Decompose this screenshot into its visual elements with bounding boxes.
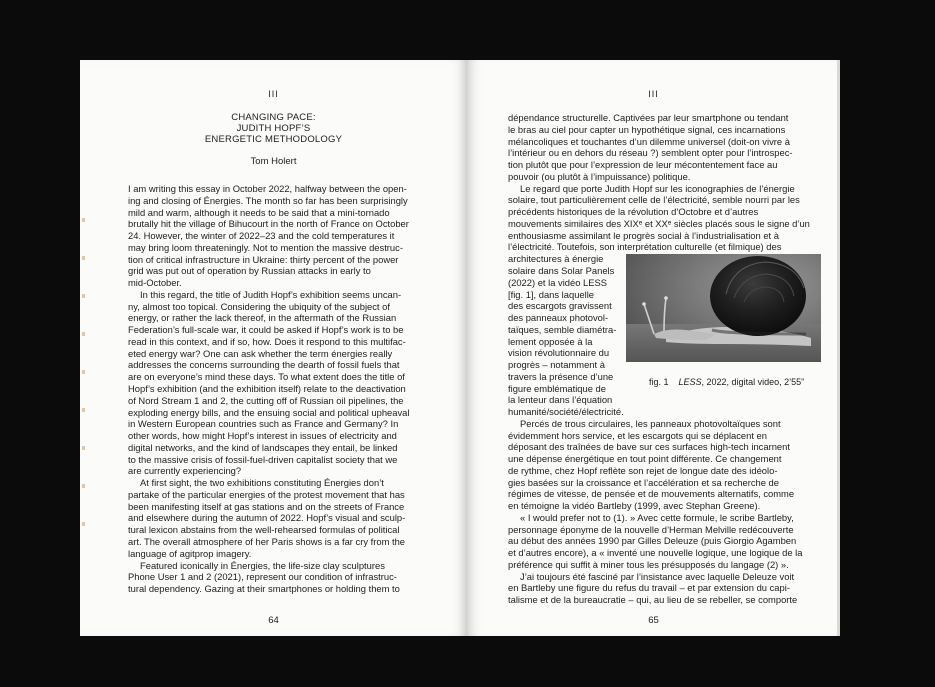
text-line: read in this context, and if so, how. Does it respond to this multifac- bbox=[128, 335, 406, 347]
right-page bbox=[467, 60, 840, 636]
text-line: régimes de vitesse, de pensée et de mouvements alternatifs, comme bbox=[508, 488, 795, 500]
text-line: tion plutôt que pour l’expression de leur mécontentement face au bbox=[508, 159, 778, 171]
text-line: précédents historiques de la révolution d’Octobre et d’autres bbox=[508, 206, 759, 218]
text-line: la lenteur dans l’équation bbox=[508, 394, 613, 406]
text-line: addresses the concerns surrounding the dearth of fossil fuels that bbox=[128, 359, 400, 371]
text-line: préférence qui suffit à miner tous les présupposés du langage (2) ». bbox=[508, 558, 789, 570]
text-line: une dépense énergétique en tout point différente. Ce changement bbox=[508, 453, 782, 465]
text-line: of Nord Stream 1 and 2, the cutting off of Russian oil pipelines, the bbox=[128, 394, 404, 406]
text-line: des escargots gravissent bbox=[508, 300, 612, 312]
text-line: Le regard que porte Judith Hopf sur les iconographies de l’énergie bbox=[520, 182, 795, 194]
text-line: enthousiasme assimilant le progrès social à l’industrialisation et à bbox=[508, 229, 779, 241]
text-line: language of agitprop imagery. bbox=[128, 547, 252, 559]
text-line: been manifesting itself at gas stations and on the streets of France bbox=[128, 500, 405, 512]
text-line: lement opposée à la bbox=[508, 335, 593, 347]
text-line: In this regard, the title of Judith Hopf’s exhibition seems uncan- bbox=[140, 288, 402, 300]
text-line: exploding energy bills, and the ensuing social and political upheaval bbox=[128, 406, 410, 418]
text-line: mid-October. bbox=[128, 277, 182, 289]
text-line: vision révolutionnaire du bbox=[508, 347, 610, 359]
left-page bbox=[80, 60, 467, 636]
text-line: (2022) et la vidéo LESS bbox=[508, 276, 608, 288]
text-line: des panneaux photovol- bbox=[508, 312, 609, 324]
text-line: other words, how might Hopf’s interest in issues of electricity and bbox=[128, 430, 397, 442]
text-line: déposant des traînées de bave sur ces surfaces high-tech incarnent bbox=[508, 441, 790, 453]
figure-caption bbox=[649, 377, 804, 387]
text-line: ny, almost too topical. Considering the ubiquity of the subject of bbox=[128, 300, 390, 312]
text-line: humanité/société/électricité. bbox=[508, 406, 624, 417]
text-line: travers la présence d’une bbox=[508, 370, 614, 382]
essay-body-top bbox=[508, 112, 828, 265]
page-number: 64 bbox=[268, 615, 279, 626]
text-line: en Bartleby une figure du refus du travail – et par extension du capi- bbox=[508, 582, 790, 594]
text-line: brutally hit the village of Bihucourt in the north of France on October bbox=[128, 218, 409, 230]
text-line: 24. However, the winter of 2022–23 and the cold temperatures it bbox=[128, 230, 395, 242]
essay-title bbox=[80, 112, 467, 145]
text-line: l’électricité. Toutefois, son interprétation culturelle (et filmique) des bbox=[508, 241, 782, 253]
section-number: III bbox=[648, 89, 659, 99]
text-line: eted energy war? One can ask whether the term énergies really bbox=[128, 347, 393, 359]
text-line: personnage éponyme de la nouvelle d’Herman Melville redécouverte bbox=[508, 523, 794, 535]
text-line: architectures à énergie bbox=[508, 253, 604, 265]
text-line: J’ai toujours été fasciné par l’insistance avec laquelle Deleuze voit bbox=[520, 570, 795, 582]
essay-body bbox=[128, 183, 433, 595]
figure-details: , 2022, digital video, 2’55” bbox=[701, 377, 805, 387]
text-line: « I would prefer not to (1). » Avec cette formule, le scribe Bartleby, bbox=[520, 511, 794, 523]
author-name: Tom Holert bbox=[250, 156, 297, 167]
text-line: mélancoliques et touchantes d’un dilemme universel (doit-on vivre à bbox=[508, 135, 790, 147]
text-line: tural lexicon abstains from the well-rehearsed formulas of political bbox=[128, 524, 400, 536]
text-line: art. The overall atmosphere of her Paris shows is a far cry from the bbox=[128, 535, 406, 547]
text-line: I am writing this essay in October 2022, halfway between the open- bbox=[128, 183, 407, 194]
page-edge-marks bbox=[82, 200, 85, 540]
text-line: in Western European countries such as France and Germany? In bbox=[128, 418, 399, 430]
text-line: gies basées sur la croissance et l’accélération et sa recherche de bbox=[508, 476, 779, 488]
text-line: grid was put out of operation by Russian attacks in early to bbox=[128, 265, 371, 277]
text-line: mouvements similaires des XIXᵉ et XXᵉ siècles placés sous le signe d’un bbox=[508, 217, 810, 229]
text-line: digital networks, and the kind of landscapes they entail, be linked bbox=[128, 441, 398, 453]
text-line: pouvoir (ou plutôt à l’impuissance) politique. bbox=[508, 170, 691, 182]
text-line: tural dependency. Gazing at their smartphones or holding them to bbox=[128, 583, 400, 595]
text-line: Federation’s full-scale war, it could be asked if Hopf’s work is to be bbox=[128, 324, 404, 336]
text-line: talisme et de la bureaucratie – qui, au lieu de se rebeller, se comporte bbox=[508, 594, 798, 606]
text-line: energy, or rather the lack thereof, in the aftermath of the Russian bbox=[128, 312, 397, 324]
text-line: solaire dans Solar Panels bbox=[508, 265, 615, 276]
title-line: ENERGETIC METHODOLOGY bbox=[204, 134, 343, 145]
text-line: are on everyone’s mind these days. To what extent does the title of bbox=[128, 371, 405, 383]
text-line: Percés de trous circulaires, les panneaux photovoltaïques sont bbox=[520, 417, 781, 429]
title-line: JUDITH HOPF’S bbox=[236, 123, 311, 134]
text-line: Featured iconically in Énergies, the life-size clay sculptures bbox=[140, 559, 385, 571]
text-line: en témoigne la vidéo Bartleby (1999, avec Stephan Greene). bbox=[508, 500, 761, 512]
figure-number: fig. 1 bbox=[649, 377, 669, 387]
text-line: au début des années 1990 par Gilles Deleuze (puis Giorgio Agamben bbox=[508, 535, 797, 547]
text-line: ing and closing of Énergies. The month so far has been surprisingly bbox=[128, 194, 408, 206]
text-line: dépendance structurelle. Captivées par leur smartphone ou tendant bbox=[508, 112, 789, 123]
title-line: CHANGING PACE: bbox=[231, 112, 316, 123]
text-line: are currently experiencing? bbox=[128, 465, 242, 477]
text-line: mild and warm, although it needs to be said that a mini-tornado bbox=[128, 206, 390, 218]
text-line: de rythme, chez Hopf reflète son rejet de longue date des idéolo- bbox=[508, 464, 778, 476]
text-line: may bring loom threateningly. Not to mention the massive destruc- bbox=[128, 241, 403, 253]
text-line: taïques, semble diamétra- bbox=[508, 323, 617, 335]
text-line: et d’autres encore), a « inventé une nouvelle logique, une logique de la bbox=[508, 547, 803, 559]
text-line: le bras au ciel pour capter un hypothétique signal, ces incarnations bbox=[508, 123, 786, 135]
text-line: Phone User 1 and 2 (2021), represent our condition of infrastruc- bbox=[128, 571, 397, 583]
text-line: figure emblématique de bbox=[508, 382, 606, 394]
essay-body-wrap bbox=[508, 265, 623, 406]
text-line: Hopf’s exhibition (and the exhibition itself) relate to the deactivation bbox=[128, 383, 406, 395]
text-line: l’intérieur ou en dehors du réseau ?) semblent opter pour l’introspec- bbox=[508, 147, 793, 159]
text-line: to the massive crisis of fossil-fuel-driven capitalist society that we bbox=[128, 453, 398, 465]
essay-body-bottom bbox=[508, 406, 828, 606]
text-line: évidemment hors service, et les escargots qui se déplacent en bbox=[508, 429, 767, 441]
text-line: tion of critical infrastructure in Ukraine: thirty percent of the power bbox=[128, 253, 399, 265]
text-line: progrès – notamment à bbox=[508, 359, 605, 371]
text-line: At first sight, the two exhibitions constituting Énergies don’t bbox=[140, 477, 384, 489]
text-line: solaire, tout particulièrement celle de l’électricité, semble nourri par les bbox=[508, 194, 800, 206]
snail-photo bbox=[626, 254, 821, 362]
section-number: III bbox=[268, 89, 279, 99]
text-line: and elsewhere during the autumn of 2022. Hopf’s visual and sculp- bbox=[128, 512, 406, 524]
snail-photo-figure bbox=[626, 254, 821, 362]
page-number: 65 bbox=[648, 615, 659, 626]
text-line: partake of the particular energies of the protest movement that has bbox=[128, 488, 405, 500]
text-line: [fig. 1], dans laquelle bbox=[508, 288, 594, 300]
figure-title: LESS bbox=[678, 377, 702, 387]
